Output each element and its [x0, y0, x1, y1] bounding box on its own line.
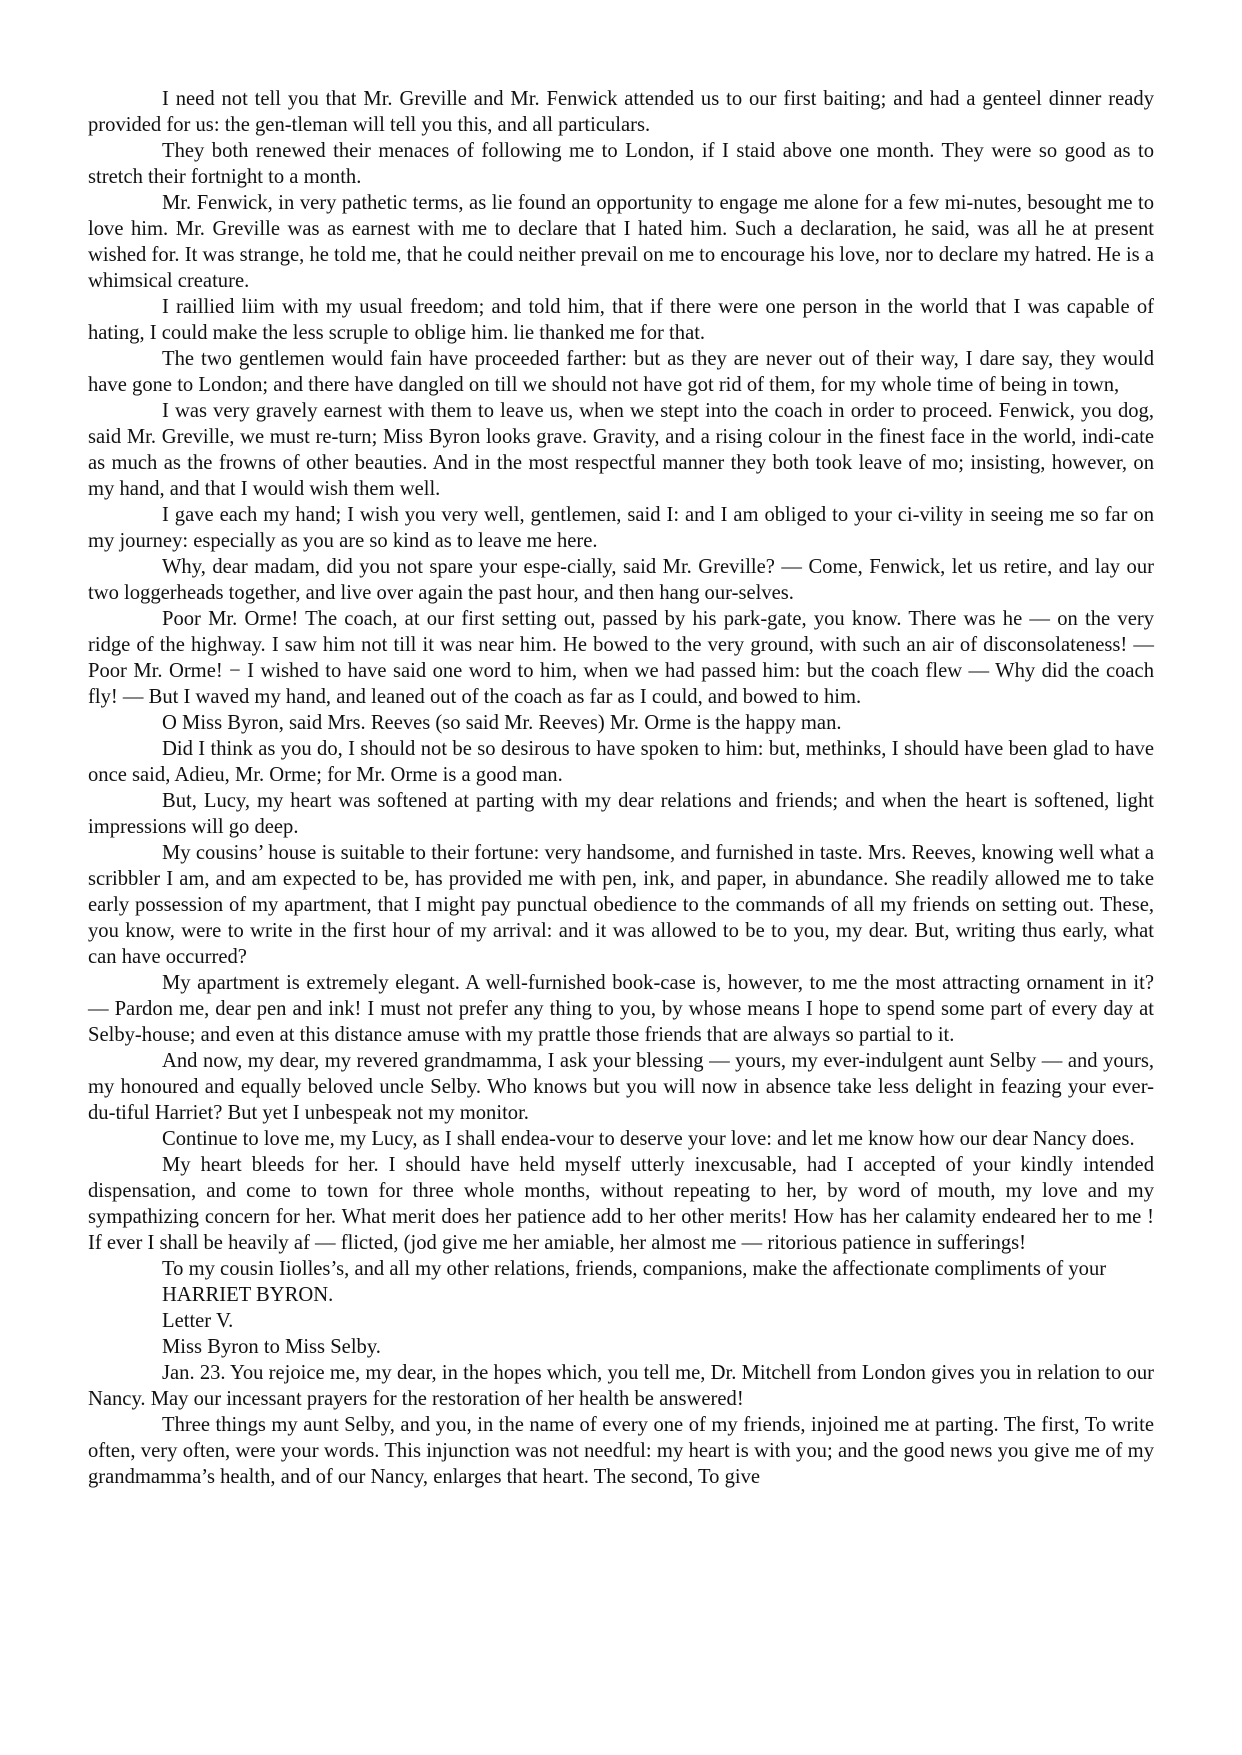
document-page: [88, 86, 1154, 1490]
paragraph-poor-orme: Poor Mr. Orme! The coach, at our first setting out, passed by his park-gate, you know. There was he — on the very ridge of the highway. I saw him not till it was near him. He bowed to the very ground, with such an air of disconsolateness! — Poor Mr. Orme! − I wished to have said one word to him, when we had passed him: but the coach flew — Why did the coach fly! — But I waved my hand, and leaned out of the coach as far as I could, and bowed to him.: [88, 608, 1154, 708]
paragraph-cousins-house: My cousins’ house is suitable to their fortune: very handsome, and furnished in taste. Mrs. Reeves, knowing well what a scribbler I am, and am expected to be, has provided me with pen, ink, and paper, in abundance. She readily allowed me to take early possession of my apartment, that I might pay punctual obedience to the commands of all my friends on setting out. These, you know, were to write in the first hour of my arrival: and it was allowed to be to you, my dear. But, writing thus early, what can have occurred?: [88, 842, 1154, 968]
paragraph-two-gentlemen: The two gentlemen would fain have proceeded farther: but as they are never out of their way, I dare say, they would have gone to London; and there have dangled on till we should not have got rid of them, for my whole time of being in town,: [88, 348, 1154, 396]
paragraph-continue: Continue to love me, my Lucy, as I shall endea-vour to deserve your love: and let me know how our dear Nancy does.: [162, 1128, 1135, 1150]
letter-address: Miss Byron to Miss Selby.: [162, 1336, 381, 1358]
paragraph-menaces: They both renewed their menaces of following me to London, if I staid above one month. They were so good as to stretch their fortnight to a month.: [88, 140, 1154, 188]
signature: HARRIET BYRON.: [162, 1284, 334, 1306]
paragraph-happy-man: O Miss Byron, said Mrs. Reeves (so said Mr. Reeves) Mr. Orme is the happy man.: [162, 712, 842, 734]
paragraph-softened: But, Lucy, my heart was softened at parting with my dear relations and friends; and when the heart is softened, light impressions will go deep.: [88, 790, 1154, 838]
paragraph-raillied: I raillied liim with my usual freedom; and told him, that if there were one person in the world that I was capable of hating, I could make the less scruple to oblige him. lie thanked me for that.: [88, 296, 1154, 344]
paragraph-fenwick: Mr. Fenwick, in very pathetic terms, as lie found an opportunity to engage me alone for a few mi-nutes, besought me to love him. Mr. Greville was as earnest with me to declare that I hated him. Such a declaration, he said, was all he at present wished for. It was strange, he told me, that he could neither prevail on me to encourage his love, nor to declare my hatred. He is a whimsical creature.: [88, 192, 1154, 292]
paragraph-baiting: I need not tell you that Mr. Greville and Mr. Fenwick attended us to our first baiting; and had a genteel dinner ready provided for us: the gen-tleman will tell you this, and all particulars.: [88, 88, 1154, 136]
paragraph-heart-bleeds: My heart bleeds for her. I should have held myself utterly inexcusable, had I accepted of your kindly intended dispensation, and come to town for three whole months, without repeating to her, by word of mouth, my love and my sympathizing concern for her. What merit does her patience add to her other merits! How has her calamity endeared her to me ! If ever I shall be heavily af — flicted, (jod give me her amiable, her almost me — ritorious patience in sufferings!: [88, 1154, 1154, 1254]
paragraph-compliments: To my cousin Iiolles’s, and all my other relations, friends, companions, make the affectionate compliments of your: [162, 1258, 1107, 1280]
paragraph-gave-hand: I gave each my hand; I wish you very well, gentlemen, said I: and I am obliged to your ci-vility in seeing me so far on my journey: especially as you are so kind as to leave me here.: [88, 504, 1154, 552]
paragraph-why-madam: Why, dear madam, did you not spare your espe-cially, said Mr. Greville? — Come, Fenwick, let us retire, and lay our two loggerheads together, and live over again the past hour, and then hang our-selves.: [88, 556, 1154, 604]
paragraph-apartment: My apartment is extremely elegant. A well-furnished book-case is, however, to me the most attracting ornament in it? — Pardon me, dear pen and ink! I must not prefer any thing to you, by whose means I hope to spend some part of every day at Selby-house; and even at this distance amuse with my prattle those friends that are always so partial to it.: [88, 972, 1154, 1046]
paragraph-three-things: Three things my aunt Selby, and you, in the name of every one of my friends, injoined me at parting. The first, To write often, very often, were your words. This injunction was not needful: my heart is with you; and the good news you give me of my grandmamma’s health, and of our Nancy, enlarges that heart. The second, To give: [88, 1414, 1154, 1488]
letter-heading: Letter V.: [162, 1310, 234, 1332]
paragraph-blessing: And now, my dear, my revered grandmamma, I ask your blessing — yours, my ever-indulgent aunt Selby — and yours, my honoured and equally beloved uncle Selby. Who knows but you will now in absence take less delight in feazing your ever-du-tiful Harriet? But yet I unbespeak not my monitor.: [88, 1050, 1154, 1124]
paragraph-leave-us: I was very gravely earnest with them to leave us, when we stept into the coach in order to proceed. Fenwick, you dog, said Mr. Greville, we must re-turn; Miss Byron looks grave. Gravity, and a rising colour in the finest face in the world, indi-cate as much as the frowns of other beauties. And in the most respectful manner they both took leave of mo; insisting, however, on my hand, and that I would wish them well.: [88, 400, 1154, 500]
paragraph-jan-23: Jan. 23. You rejoice me, my dear, in the hopes which, you tell me, Dr. Mitchell from London gives you in relation to our Nancy. May our incessant prayers for the restoration of her health be answered!: [88, 1362, 1154, 1410]
paragraph-good-man: Did I think as you do, I should not be so desirous to have spoken to him: but, methinks, I should have been glad to have once said, Adieu, Mr. Orme; for Mr. Orme is a good man.: [88, 738, 1154, 786]
